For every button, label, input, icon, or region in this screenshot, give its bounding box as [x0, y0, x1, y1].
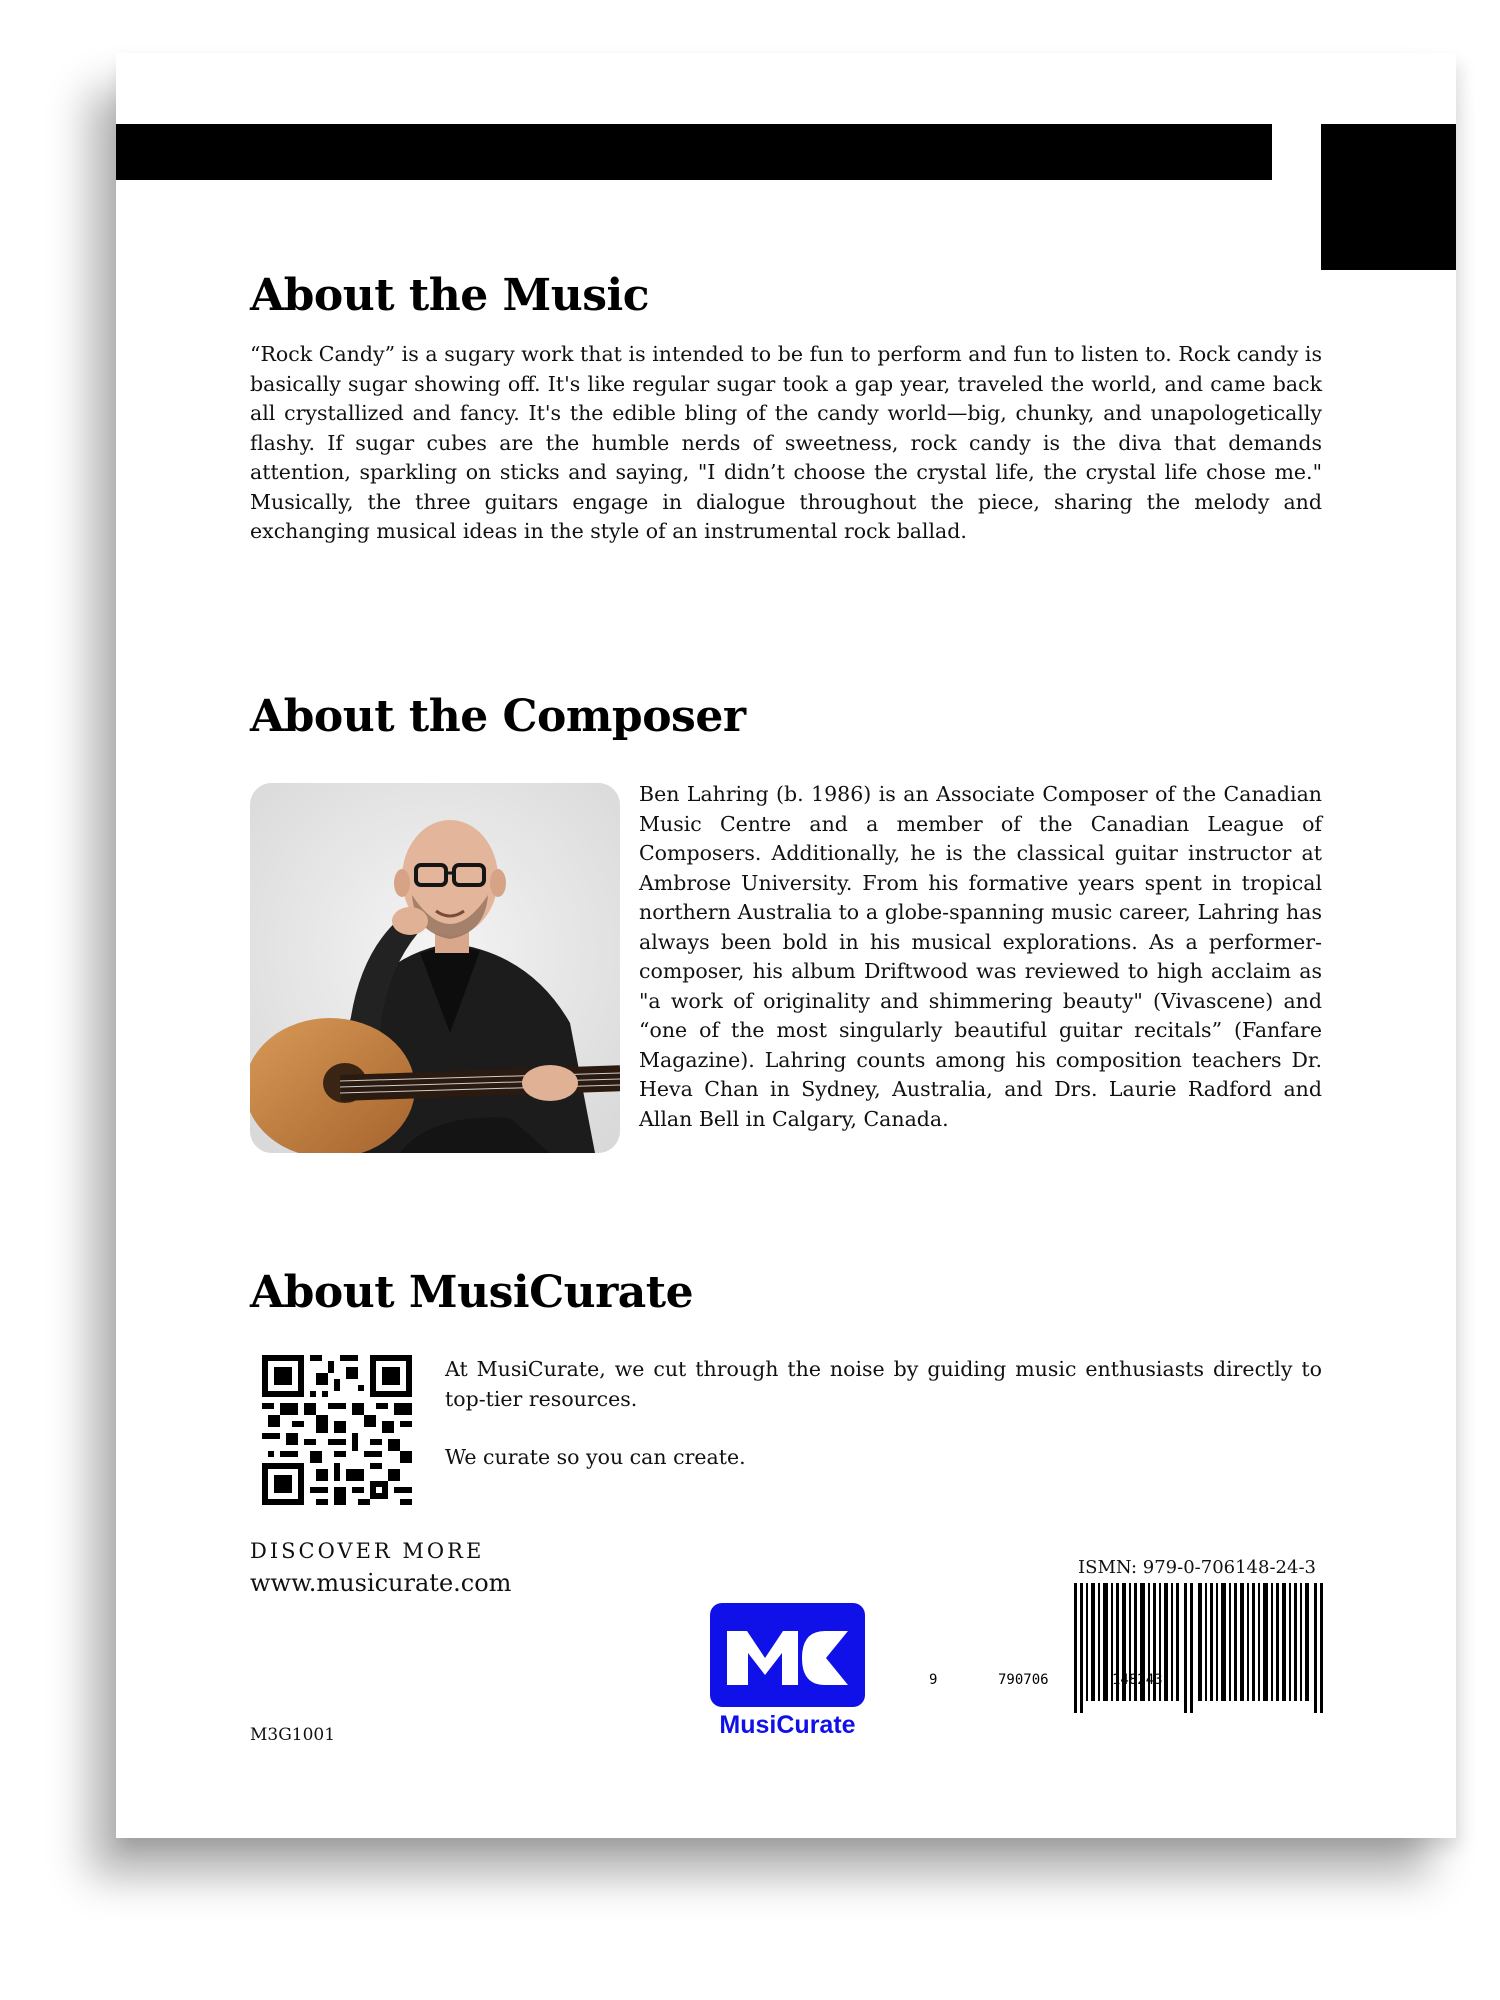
catalog-number: M3G1001	[250, 1725, 336, 1745]
corner-black-block	[1321, 124, 1456, 270]
barcode-digit-prefix: 9	[929, 1672, 938, 1688]
website-link[interactable]: www.musicurate.com	[250, 1569, 512, 1597]
barcode-icon	[1074, 1583, 1324, 1713]
musicurate-tagline: We curate so you can create.	[445, 1445, 746, 1469]
ismn-label: ISMN: 979-0-706148-24-3	[1078, 1557, 1316, 1578]
musicurate-description: At MusiCurate, we cut through the noise by guiding music enthusiasts directly to top-tier resources.	[445, 1357, 1322, 1411]
about-composer-heading: About the Composer	[250, 691, 746, 742]
barcode-digits-right: 148243	[1112, 1672, 1163, 1688]
about-music-heading: About the Music	[250, 270, 649, 321]
about-composer-text: Ben Lahring (b. 1986) is an Associate Composer of the Canadian Music Centre and a member of the Canadian League of Composers. Additionally, he is the classical guitar instructor at Ambrose University. From his formative years spent in tropical northern Australia to a globe-spanning music career, Lahring has always been bold in his musical explorations. As a performer-composer, his album Driftwood was reviewed to high acclaim as "a work of originality and shimmering beauty" (Vivascene) and “one of the most singularly beautiful guitar recitals” (Fanfare Magazine). Lahring counts among his composition teachers Dr. Heva Chan in Sydney, Australia, and Drs. Laurie Radford and Allan Bell in Calgary, Canada.	[639, 782, 1322, 1131]
back-cover-page	[116, 53, 1456, 1838]
barcode-digits-left: 790706	[998, 1672, 1049, 1688]
about-music-text: “Rock Candy” is a sugary work that is intended to be fun to perform and fun to listen to. Rock candy is basically sugar showing off. It's like regular sugar took a gap year, traveled the world, and came back all crystallized and fancy. It's the edible bling of the candy world—big, chunky, and unapologetically flashy. If sugar cubes are the humble nerds of sweetness, rock candy is the diva that demands attention, sparkling on sticks and saying, "I didn’t choose the crystal life, the crystal life chose me." Musically, the three guitars engage in dialogue throughout the piece, sharing the melody and exchanging musical ideas in the style of an instrumental rock ballad.	[250, 342, 1322, 543]
composer-photo-icon	[250, 783, 620, 1153]
musicurate-logo-text: MusiCurate	[719, 1711, 856, 1739]
about-musicurate-heading: About MusiCurate	[250, 1267, 694, 1318]
qr-code-icon[interactable]	[262, 1355, 412, 1505]
discover-more-label: DISCOVER MORE	[250, 1539, 485, 1563]
composer-photo	[250, 783, 620, 1153]
top-black-bar	[116, 124, 1272, 180]
musicurate-logo-icon	[710, 1603, 865, 1707]
